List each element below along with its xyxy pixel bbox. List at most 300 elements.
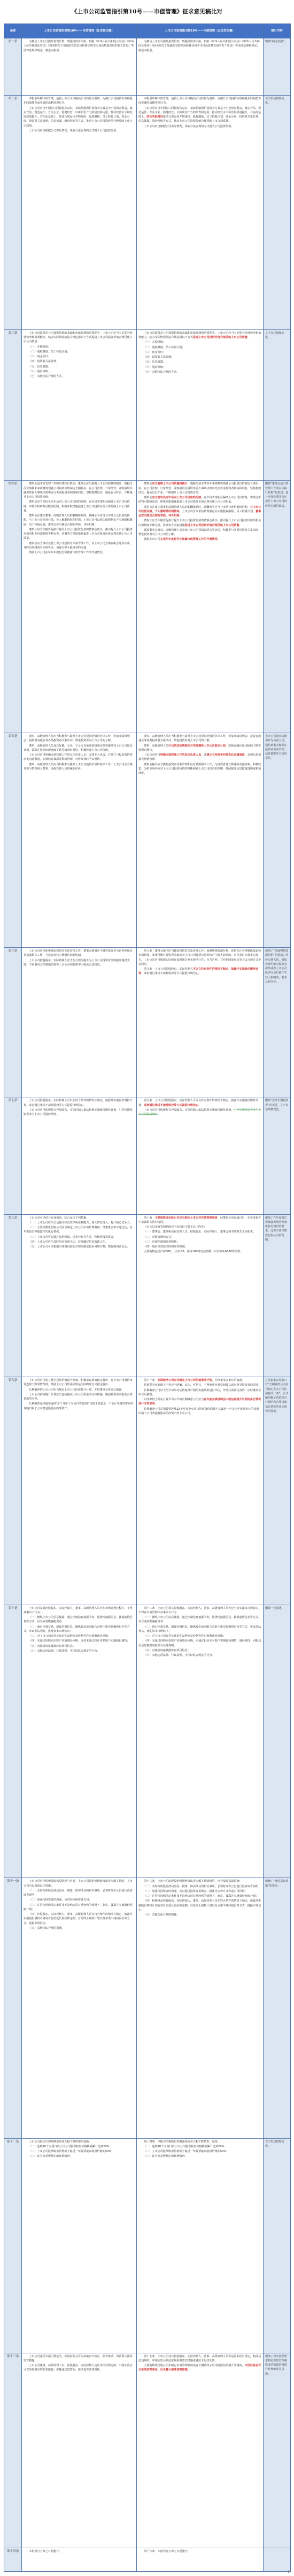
text-segment: （一）连续20个交易日内上市公司股票收盘价格跌幅累计达到20%； [29,2145,112,2148]
paragraph [138,1879,261,1883]
paragraph [24,1879,135,1888]
text-segment: （六）其他违反法律、行政法规、中国证监会规定的行为。 [144,1654,215,1658]
text-segment: 第十一条 [144,1379,158,1383]
paragraph [24,959,135,968]
text-segment: ： [247,336,250,340]
text-segment: （七）其他合法合规的方式。 [29,375,65,379]
final-text-cell [137,329,264,481]
text-segment: 董事长应当积极督促执行提升上市公司投资价值的董事会决议，推动提升上市公司投资价值的相关内部制度不断完善，协调各方采取措施 [138,519,261,527]
paragraph [24,1216,135,1220]
change-note: 明确“制定依据”。 [264,38,291,96]
added-text: 可以在符合条件的情况下制定、披露并实施股份增持计划 [138,968,259,976]
text-segment: 第十五条 上市公司及其控股股东、实际控制人、董事、高级管理人员等违反本指引规定，构成违法违规的，中国证监会依法依规采取监管措施或者给予行政处罚。 [138,2354,261,2362]
paragraph [138,2154,261,2158]
paragraph [138,1225,261,1229]
paragraph [138,1894,261,1898]
paragraph [138,1235,261,1239]
text-segment: 董事会 [144,482,152,486]
paragraph [138,1889,261,1894]
text-segment: 上市公司违反本指引规定的，中国证监会可以采取责令改正、监管谈话、出具警示函等监管措施。 [24,2354,133,2362]
paragraph [24,97,135,106]
text-segment: 上市公司应当积极配合控股股东、实际控制人依法依规实施股份增持计划， [144,1108,234,1112]
final-text-cell [137,96,264,330]
paragraph [24,1639,135,1643]
column-header-article: 条款 [4,24,22,38]
table-row [4,38,291,96]
draft-text-cell [22,96,137,330]
text-segment: （三）内部控制和监督机制； [144,1240,180,1244]
paragraph [138,1245,261,1249]
table-row [4,2353,291,2548]
text-segment: 上市公司应当积极做好风险防范与应对，上市公司股价短期连续或者大幅下跌的，上市公司可以采取以下措施： [24,1880,133,1888]
text-segment: 董事会秘书应当做好投资者关系管理和信息披露相关工作，与投资者建立畅通的沟通机制，积极收集、分析市场各方对上市公司投资价值的判断和对上市公司经营的预期，持续提升信息披露透明度和精准度。 [138,763,261,775]
table-row [4,329,291,481]
final-text-cell [137,38,264,96]
text-segment: （一）及时分析股价波动原因，摸排、核实涉及的相关事项，必要时发布公告进行澄清或者说明； [24,1889,133,1897]
text-segment: 长期破净公司是指股票连续12个月每个交易日的收盘价均低于其最近一个会计年度经审计的每股归属于公司普通股股东的净资产的上市公司。 [138,1407,259,1415]
paragraph [24,541,135,551]
text-segment: 董事会应当密切关注市场对上市公司价值的反映，在市场表现明显偏离上市公司价值时，审慎分析研判可能的原因，积极采取措施促进上市公司投资价值合理反映上市公司质量。 [24,500,130,513]
table-row [4,1605,291,1878]
text-segment: 长期破净是指股票连续12个月每个交易日的收盘价均低于其最近一个会计年度经审计的每股归属于公司普通股股东的净资产。 [24,1402,134,1410]
text-segment: （一）上市公司应当立足提升经营效率和盈利能力，加大研发投入，提升核心竞争力。 [29,1221,133,1224]
draft-text-cell [22,2548,137,2572]
text-segment: 上市公司市值管理制度应当包括但不限于以下内容： [144,1226,207,1229]
paragraph [24,1615,135,1624]
paragraph [138,1108,261,1117]
text-segment: （七）其他合法合规的方式。 [144,370,180,374]
text-segment: 上市公司应当建立健全投资价值提升机制，积极采取措施稳定股价，在上市公司股价出现连续下跌等情况时，鼓励上市公司依法依规运用回购等方式稳定股价。 [24,1379,133,1387]
added-text: 应当密切关注市场对上市公司价值的反映 [152,496,202,500]
text-segment: 为推动上市公司提升投资价值，增强投资者回报，根据《中华人民共和国公司法》《中华人民共和国证券法》《国务院关于加强监管防范风险推动资本市场高质量发展的若干意见》等法律法规和规定，制定本指引。 [24,40,134,52]
paragraph [24,1912,135,1926]
text-segment: （四）投资者关系管理； [144,356,174,359]
text-segment: （一）操纵上市公司信息披露，通过控制信息披露节奏、选择性披露信息、披露虚假信息等方式，误导或者欺骗投资者； [138,1616,261,1624]
text-segment: 上市公司应当积极配合控股股东、实际控制人依法依规实施股份增持计划，引导长期投资者参与上市公司股份增持。 [24,1108,133,1117]
text-segment: （二）市值管理的方式； [144,1235,174,1239]
column-header-draft: 上市公司监管指引第10号——市值管理（征求意见稿） [22,24,137,38]
paragraph [138,350,261,355]
text-segment: （三）在符合回购法定条件及不影响公司日常经营的情况下，制定、披露并实施股份回购计划； [24,1903,133,1911]
paragraph [24,1402,135,1411]
paragraph [138,744,261,753]
paragraph [138,360,261,364]
text-segment: （四）股价异常波动时的应对机制。 [144,1245,188,1249]
page-number: 1 [288,2570,290,2574]
paragraph [138,124,261,129]
table-row [4,1377,291,1605]
change-note [264,2548,291,2572]
text-segment: （四）未通过回购专用账户实施股份回购，未通过相应实名账户实施股份增持，股份增持、回购违反信息披露或股票交易等规则； [138,1639,261,1647]
paragraph [138,734,261,743]
draft-text-cell [22,38,137,96]
paragraph [24,1108,135,1117]
added-text: 或者通过承诺不减持股份等方式提振市场信心 [144,1103,199,1107]
paragraph [24,2363,135,2373]
text-segment: 。 [217,538,220,541]
text-segment: （三）对上市公司证券及其衍生品种交易价格等作出预测或者承诺； [29,1635,111,1638]
text-segment: ，并 [201,753,207,757]
paragraph [138,2145,261,2149]
final-text-cell [137,2138,264,2353]
article-label: 第八条 [4,1214,22,1377]
paragraph [138,1240,261,1244]
paragraph [24,1634,135,1638]
text-segment: 第十六条 本指引自公布之日起施行。 [144,2550,190,2554]
article-label: 第九条 [4,1377,22,1605]
change-note: 文字表述细微变化。 [264,2138,291,2353]
added-text: 中国证监会可以采取监管谈话、出具警示函等监管措施 [138,2364,261,2372]
table-body [4,38,291,2572]
added-text: 可以依法依规制定并实施增持上市公司股份计划 [168,744,226,748]
draft-text-cell [22,1377,137,1605]
text-segment: （五）上市公司可以根据市场情况和公司实际制定股份回购方案，增强投资者信心。 [29,1245,130,1249]
paragraph [24,744,135,753]
text-segment: 董事长应当积极督促执行提升上市公司投资价值的董事会决议，推动提升上市公司投资价值的相关内部制度不断完善，协调各方采取措施促进上市公司投资价值合理反映上市公司质量。 [24,528,133,540]
table-header-row [4,24,291,38]
text-segment: （三）现金分红； [144,350,166,354]
text-segment: 上市公司可以结合自身情况，综合运用下列措施： [29,1216,89,1220]
text-segment: 董事、高级管理人员应当积极参与提升上市公司投资价值的各项工作，参加业绩说明会、投资者沟通会等各类投资者关系活动，增进投资者对上市公司的了解。 [138,735,261,743]
text-segment: （二）股权激励、员工持股计划； [144,345,185,349]
paragraph [24,1649,135,1653]
paragraph [138,1634,261,1638]
paragraph [24,528,135,541]
text-segment: 。 [187,2368,190,2372]
change-note: 文字表述细微变化。 [264,329,291,481]
paragraph [138,340,261,344]
draft-text-cell [22,948,137,1097]
text-segment: （六）其他违反法律、行政法规、中国证监会规定的行为。 [29,1649,100,1653]
paragraph [24,1889,135,1898]
text-segment: 依法合规运用并购重组、股权激励、员工持股计划、现金分红、投资者关系管理、信息披露、股份回购等方式，推动上市公司投资价值合理反映上市公司质量。 [138,115,261,123]
text-segment: （四）上市公司应当及时回应市场关切，持续做好信息披露工作。 [29,1240,108,1244]
text-segment: （三）在符合回购法定条件及不影响公司日常经营的情况下，制定、披露并实施股份回购计划； [144,1895,259,1898]
added-text: 建立与投资者的常态化沟通渠道 [206,753,245,757]
paragraph [138,1648,261,1653]
paragraph [138,537,261,541]
change-note: 之前征求意见稿只有“长期破净公司应当制定上市公司估值提升计划”，正式稿明确了估值提升计划的内容要求和执行情况的评估和说明要求。 [264,1377,291,1605]
paragraph [24,345,135,349]
text-segment: （三）上市公司可以通过股份回购、现金分红等方式，积极回报投资者。 [29,1235,117,1239]
paragraph [24,331,135,344]
draft-text-cell [22,481,137,733]
text-segment: 第十条 [144,1216,155,1220]
paragraph [24,1388,135,1392]
paragraph [24,2149,135,2154]
text-segment: ，经董事会审议通过后，在年度报告中披露相关执行情况。 [138,1216,261,1224]
paragraph [24,40,135,53]
paragraph [138,1625,261,1634]
text-segment: 上市公司应当根据公司实际情况，采取合法合规的方式提升公司投资价值。 [144,124,234,128]
text-segment: （四）投资者关系管理； [29,360,59,364]
text-segment: （五）其他合法合规的措施。 [29,1926,65,1930]
text-segment: 上市公司应当根据公司实际情况，采取合法合规的方式提升公司投资价值。 [29,129,119,132]
text-segment: 第十二条 上市公司及其控股股东、实际控制人、董事、高级管理人员等应当切实提高合规意识，不得在市值管理中从事以下行为： [138,1606,261,1614]
deleted-text: 引导长期投资者参与上市公司股份增持 [138,1108,261,1117]
paragraph [138,1250,261,1254]
text-segment: （五）直接或间接披露涉密项目信息； [144,1648,190,1652]
text-segment: 上市公司控股股东、实际控制人可以在符合条件的情况下制定、披露并实施股份增持计划，或者通过承诺不减持股份等方式提振市场信心。 [24,1099,133,1107]
final-text-cell [137,481,264,733]
text-segment: 董事、高级管理人员及其配偶、父母、子女可以依法依规制定并实施增持上市公司股份计划，鼓励在股价出现连续下跌等情况时增持，积极传递上市公司价值。 [24,744,133,752]
text-segment: 董事会在建立董事和高级管理人员的薪酬体系时，薪酬水平应当与市场公允价值相匹配， [144,505,250,509]
paragraph [24,129,135,133]
paragraph [24,763,135,772]
article-label: 第三条 [4,329,22,481]
paragraph [24,1098,135,1108]
paragraph [138,2363,261,2373]
paragraph [138,949,261,967]
paragraph [24,350,135,354]
paragraph [138,528,261,537]
added-text: 明确市值管理工作的具体负责人员 [160,753,202,757]
text-segment: （五）其他合法合规的措施。 [144,1913,180,1917]
text-segment: 。 [198,1103,202,1107]
article-label: 第四条 [4,481,22,733]
added-text: 促进上市公司投资价值合理反映上市公司质量 [184,523,239,527]
change-note: 明确了“及时采取措施”的要求。 [264,1878,291,2138]
paragraph [138,496,261,505]
added-text: 主要指数成份股公司应当制定上市公司市值管理制度 [154,1216,218,1220]
text-segment: （一）并购重组； [144,341,166,344]
paragraph [138,1899,261,1912]
paragraph [24,1378,135,1387]
article-label: 第十条 [4,1605,22,1878]
paragraph [24,1221,135,1225]
article-label: 第十四条 [4,2548,22,2572]
text-segment: （四）积极推动控股股东、实际控制人、董事、高级管理人员在符合条件的情况下制定、披露并实施股份增持计划或者自愿延长股份锁定期、自愿终止减持计划以及承诺不减持股份等方式，提振市场信心； [138,1899,261,1912]
paragraph [24,2549,135,2554]
text-segment: 上市公司应当明确市值管理工作的具体负责人员，安排专人负责，并建立与投资者的常态化沟通渠道，加强信息披露及舆情管理，对传闻及时予以澄清。 [24,753,133,761]
text-segment: 第十四条 本指引所称股价短期连续或者大幅下跌情形，是指： [144,2140,220,2143]
paragraph [138,1884,261,1889]
change-note: 删除“引导长期投资者”的表述，文字表述细微变化。 [264,1097,291,1214]
article-label: 第六条 [4,948,22,1097]
paragraph [24,1240,135,1244]
text-segment: （二）加强与投资者的沟通，及时通过投资者说明会、路演等多种方式传递公司价值； [144,1889,247,1893]
paragraph [24,1926,135,1930]
paragraph [138,106,261,124]
table-row [4,96,291,330]
paragraph [138,2549,261,2554]
text-segment: 董事、高级管理人员应当积极参与提升上市公司投资价值的各项工作，参加业绩说明会、投资者沟通会等各类投资者关系活动，增进投资者对上市公司的了解。 [24,735,130,743]
text-segment: 鼓励上市公司在每年年度报告中披露市值管理工作的开展情况。 [29,551,105,555]
paragraph [24,500,135,513]
paragraph [24,1606,135,1615]
table-row [4,2548,291,2572]
paragraph [24,1903,135,1912]
text-segment: 第九条 上市公司控股股东、实际控制人 [144,968,193,971]
text-segment: 第八条 董事会秘书应当做好投资者关系管理工作，加强舆情监测分析，密切关注各类媒体报道和市场传闻，发现可能对投资者决策或者上市公司股票交易价格产生较大影响的，应当及时向董事会报告。上市公司应当根据实际情况及时通过发布澄清公告、官方声明、召开新闻发布会等合法合规方式予以回应。 [138,949,261,966]
table-row [4,1097,291,1214]
text-segment: 上市公司股价出现短期连续或大幅下跌的情形是指： [29,2140,92,2143]
text-segment: 鼓励上市公司 [144,538,160,541]
table-row [4,948,291,1097]
column-header-final: 上市公司监管指引第10号——市值管理（正式发布稿） [137,24,264,38]
added-text: 董事会应当制定合理的考核、评价机制 [138,509,261,518]
paragraph [24,2140,135,2144]
paragraph [138,753,261,762]
text-segment: 市净率低于所在行业平均水平的长期破净公司应当 [144,1398,204,1402]
paragraph [138,1653,261,1658]
paragraph [138,519,261,528]
paragraph [24,514,135,527]
paragraph [138,967,261,976]
text-segment: 本指引自公布之日起施行。 [29,2550,62,2554]
draft-text-cell [22,2138,137,2353]
paragraph [138,1388,261,1397]
paragraph [24,1245,135,1249]
text-segment: 为推动上市公司提升投资价值，增强投资者回报，根据《中华人民共和国公司法》《中华人民共和国证券法》《国务院关于加强监管防范风险推动资本市场高质量发展的若干意见》等法律法规和规定，制定本指引。 [138,40,260,52]
text-segment: （二）通过内幕交易、泄露内幕信息、操纵股价或者配合其他主体实施操纵行为等方式，牟取非法利益，扰乱资本市场秩序； [24,1625,130,1633]
paragraph [138,365,261,370]
paragraph [24,949,135,958]
paragraph [24,1625,135,1634]
text-segment: 主要指数包括沪深300、上证180、深证100等宽基指数，以及中证A500等指数。 [144,1250,243,1254]
paragraph [138,1216,261,1225]
text-segment: ，鼓励在股价出现连续下跌等情况时增持。 [138,744,261,752]
text-segment: 鼓励董事会成员、高级管理人员参加上市公司业绩说明会等活动，积极参与各类投资者关系活动，增进投资者对上市公司的了解。 [138,528,261,537]
text-segment: 本指引所称市值管理，是指上市公司以提高公司质量为基础，为提升公司投资价值和股东回报能力而实施的战略管理行为。 [24,97,133,105]
text-segment: 长期破净公司应当至少每年对估值提升计划的实施效果进行评估，评估后需要完善的，应经董事会审议后披露。 [138,1388,261,1396]
paragraph [24,482,135,499]
text-segment: （一）并购重组； [29,345,51,349]
text-segment: 第十三条 上市公司出现股价短期连续或者大幅下跌情形的，应当及时采取措施： [144,1880,242,1883]
column-header-changes: 修订内容 [264,24,291,38]
paragraph [138,1606,261,1615]
paragraph [24,1226,135,1235]
text-segment: （二）主要指数成份股公司应当制定上市公司市值管理制度，经董事会审议通过后，在年度报告中披露相关执行情况。 [24,1226,133,1234]
final-text-cell [137,1377,264,1605]
text-segment: 上市公司质量是公司投资价值的基础和市值管理的重要抓手。上市公司应当立足提升经营效率和盈利能力，结合实际情况依法合规运用以下方式促进上市公司投资价值合理反映上市公司质量： [24,331,133,344]
article-label: 第十一条 [4,1878,22,2138]
paragraph [24,1644,135,1648]
change-note: 增加了对未按照要求制定市值管理制度或者披露估值提升计划的处罚措施。 [264,2353,291,2548]
table-row [4,481,291,733]
table-row [4,2138,291,2353]
paragraph [24,1235,135,1239]
table-row [4,1214,291,1377]
paragraph [138,482,261,495]
text-segment: （二）加强与投资者的沟通，及时回应投资者关切； [29,1898,92,1902]
text-segment: ，并经董事会审议后披露。 [212,1379,245,1383]
paragraph [138,763,261,776]
text-segment: （四）控股股东、实际控制人、董事、高级管理人员在符合条件的情况下制定、披露并实施股份增持计划或者自愿延长股份锁定期、自愿终止减持计划以及承诺不减持股份等方式，提振市场信心； [24,1913,133,1925]
text-segment: （三）证券交易所规定的其他情形。 [29,2155,73,2158]
change-note: 文字表述细微变化。 [264,96,291,330]
text-segment: （二）股权激励、员工持股计划； [29,350,70,354]
text-segment: ，根据当前业绩和未来战略规划就公司投资价值制定长期目标，在公司治理、日常经营、并购重组及融资等重大事项决策中充分考虑投资者利益和回报，坚持稳健经营，避免盲目扩张，不断提升上市公司投资价值。 [138,482,261,494]
text-segment: （二）通过内幕交易、泄露内幕信息、操纵股价或者配合其他主体实施操纵行为等方式，牟取非法利益，扰乱资本市场秩序； [138,1625,261,1633]
final-text-cell [137,1878,264,2138]
paragraph [24,2354,135,2363]
draft-text-cell [22,2353,137,2548]
paragraph [24,551,135,555]
paragraph [138,1639,261,1648]
text-segment: 。上市公司可以依法依规制定并实施股权激励、员工持股计划， [179,509,256,513]
text-segment: 第九条 上市公司控股股东、实际控制人可以在符合条件的情况下制定、披露并实施股份增持计划， [138,1099,259,1107]
paragraph [138,331,261,340]
added-text: 促进上市公司投资价值合理反映上市公司质量 [192,336,247,340]
text-segment: 上市公司质量是公司投资价值的基础和市值管理的重要抓手。上市公司应当立足提升经营效率和盈利能力，结合实际情况依法合规运用以下方式 [138,331,261,340]
paragraph [24,2154,135,2158]
paragraph [138,1397,261,1407]
paragraph [24,2145,135,2149]
text-segment: 董事、高级管理人员应当积极参与提升上市公司投资价值的各项工作，上市公司应当将其参与情况纳入董事、高级管理人员的履职评价。 [24,763,133,771]
paragraph [24,106,135,128]
text-segment: 上市公司应当积极做好投资者关系管理工作，董事会秘书应当做好投资者关系管理和信息披露相关工作，与投资者建立畅通的沟通机制。 [24,949,133,957]
text-segment: 上市公司控股股东、实际控制人应当在合规前提下为上市公司投资价值的提升提供支持，不得利用其控制地位损害上市公司利益和中小股东合法权益。 [24,959,130,967]
paragraph [138,97,261,106]
article-label: 第二条 [4,96,22,330]
added-text: 结合实际情况 [146,115,163,119]
table-row [4,733,291,948]
paragraph [138,2354,261,2363]
comparison-table [4,23,291,2572]
final-text-cell [137,1605,264,1878]
paragraph [24,1898,135,1902]
final-text-cell [137,733,264,948]
text-segment: 董事会 [144,496,152,500]
paragraph [24,370,135,374]
text-segment: （一）及时分析股价波动原因，摸排、核实涉及的相关事项，必要时发布公告进行澄清或者说明； [144,1884,261,1888]
paragraph [24,355,135,359]
paragraph [24,365,135,369]
draft-text-cell [22,1097,137,1214]
draft-text-cell [22,329,137,481]
text-segment: （二）上市公司股票收盘价格低于最近一年股票最高收盘价格的50%； [29,2150,114,2154]
text-segment: 上市公司应当牢固树立回报股东意识，采取措施保护投资者尤其是中小投资者利益，诚实守信、规范运作、专注主业、稳健经营，以新质生产力的培育和运用，推动经营水平和发展质量提升，并在此基础上，依法合规运用并购重组、股权激励、员工持股计划、现金分红、投资者关系管理、信息披露、股份回购等方式，推动上市公司投资价值合理反映上市公司质量。 [24,106,133,128]
text-segment: 董事会是市值管理工作的具体执行机构，董事会应当重视上市公司质量的提升，根据当前业绩和未来战略规划就公司投资价值制定长期目标，在公司治理、日常经营、并购重组及融资等重大事项决策中充分考虑投资者利益和回报，坚持稳健经营，避免盲目扩张，不断提升上市公司投资价值。 [24,482,133,499]
paragraph [138,370,261,374]
draft-text-cell [22,733,137,948]
text-segment: （四）未通过回购专用账户实施股份回购，或者未通过相应实名账户实施股份增持； [29,1639,130,1643]
added-text: 在年度业绩说明会中就估值提升计划的执行情况进行专项说明 [138,1398,261,1406]
text-segment: （五）信息披露； [29,365,51,368]
added-text: 应当重视上市公司质量的提升 [152,482,188,486]
document-title: 《上市公司监管指引第10号——市值管理》征求意见稿比对 [71,9,223,15]
text-segment: 主要指数成份股公司未制定市值管理制度或者长期破净公司未披露估值提升计划的， [144,2364,245,2368]
added-text: 在每年年度报告中披露市值管理工作的开展情况 [160,538,218,541]
paragraph [138,355,261,359]
text-segment: （三）现金分红； [29,355,51,359]
paragraph [24,374,135,379]
article-label: 第一条 [4,38,22,96]
text-segment: ，或者通过承诺不减持股份等方式提振市场信心。 [141,972,202,976]
text-segment: 估值提升计划相关内容应当明确、具体、可执行，不得使用容易引起歧义或者误导投资者的表述。 [144,1384,261,1387]
final-text-cell [137,1214,264,1377]
final-text-cell [137,948,264,1097]
text-segment: 董事会在建立董事、高级管理人员的薪酬体系时，薪酬水平应当与市场公允价值相匹配，与上市公司经营业绩、个人履职情况相挂钩。上市公司可以依法依规制定并实施股权激励、员工持股计划，董事会应当制定合理的考核、评价机制。 [24,514,133,527]
text-segment: 。 [239,523,242,527]
text-segment: 董事会应当推动完善上市公司投资者关系管理工作，在上市公司业绩说明会等活动中，及时回应投资者合理诉求，加强与中小投资者的沟通。 [24,541,133,549]
paragraph [138,345,261,350]
text-segment: （五）信息披露； [144,360,166,364]
text-segment: （三）对上市公司证券及其衍生品种交易价格等作出预测或者承诺； [144,1635,226,1638]
text-segment: （一）董事会、董事和高级管理人员、控股股东、实际控制人、董事会秘书等相关主体职责； [144,1230,256,1234]
paragraph [138,1913,261,1917]
change-note: 新增了“加强舆情监测分析”的要求；回应市场关切，增加发现可能对投资者决策或者上市公司股票交易价格产生较大影响的，要求及时回应。 [264,948,291,1097]
article-label: 第十二条 [4,2138,22,2353]
text-segment: 本指引所称市值管理，是指上市公司以提高公司质量为基础，为提升公司投资价值和股东回报能力而实施的战略管理行为。 [138,97,261,105]
paragraph [138,1383,261,1387]
text-segment: （二）上市公司股票收盘价格低于最近一年股票最高收盘价格的50%； [144,2150,229,2154]
text-segment: ，在市场表现明显偏离上市公司价值时，审慎分析研判可能的原因，积极采取措施促进上市公司投资价值合理反映上市公司质量。 [138,496,261,504]
text-segment: （五）直接或间接披露涉密项目信息； [29,1644,75,1648]
draft-text-cell [22,1878,137,2138]
draft-text-cell [22,1605,137,1878]
